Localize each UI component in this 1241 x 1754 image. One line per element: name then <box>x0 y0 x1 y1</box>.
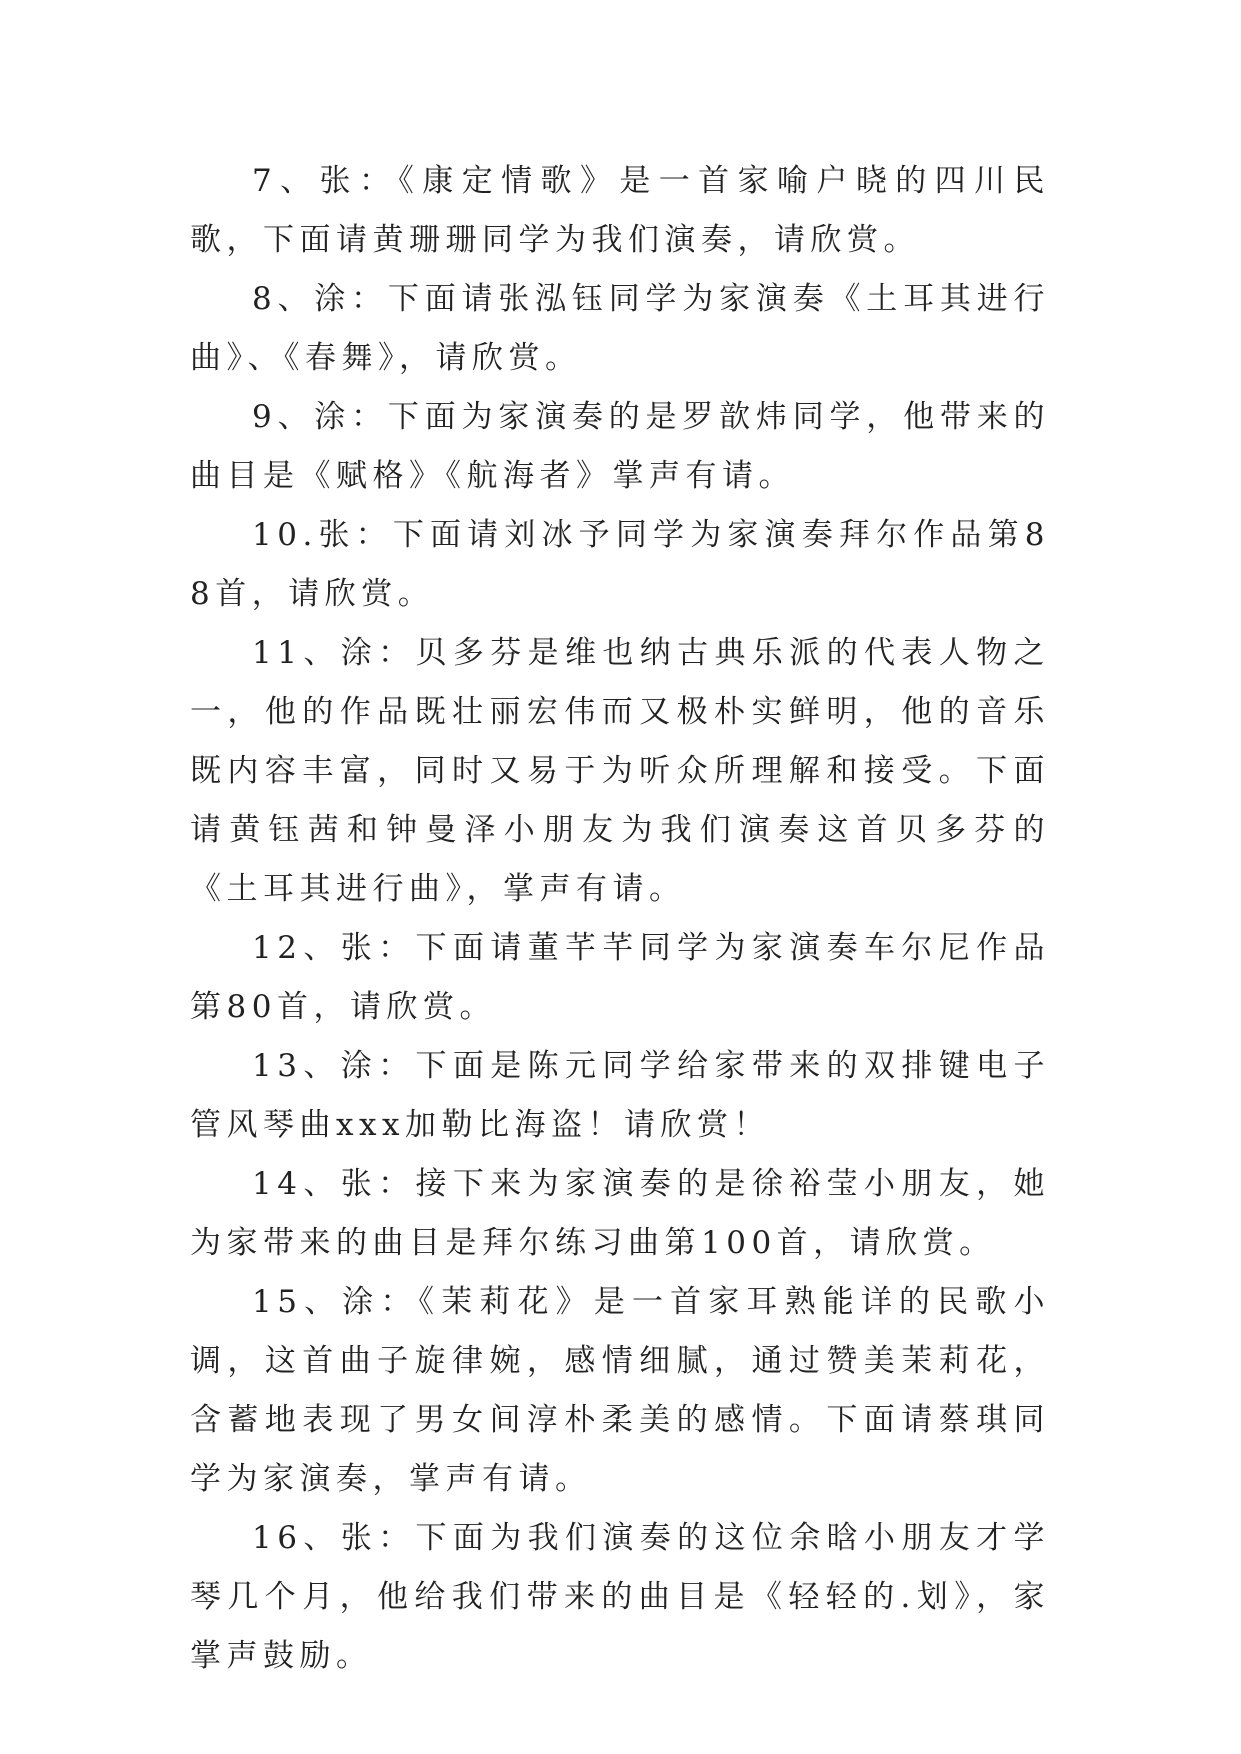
paragraph-9: 9、涂：下面为家演奏的是罗歆炜同学，他带来的曲目是《赋格》《航海者》掌声有请。 <box>190 399 1050 494</box>
paragraph-11: 11、涂：贝多芬是维也纳古典乐派的代表人物之一，他的作品既壮丽宏伟而又极朴实鲜明，他的音乐既内容丰富，同时又易于为听众所理解和接受。下面请黄钰茜和钟曼泽小朋友为我们演奏这首贝多芬的《土耳其进行曲》，掌声有请。 <box>190 635 1050 907</box>
paragraph-16: 16、张：下面为我们演奏的这位余晗小朋友才学琴几个月，他给我们带来的曲目是《轻轻的.划》，家掌声鼓励。 <box>190 1520 1050 1674</box>
paragraph-14: 14、张：接下来为家演奏的是徐裕莹小朋友，她为家带来的曲目是拜尔练习曲第100首，请欣赏。 <box>190 1166 1050 1261</box>
paragraph-10: 10.张：下面请刘冰予同学为家演奏拜尔作品第88首，请欣赏。 <box>190 517 1050 612</box>
paragraph-13: 13、涂：下面是陈元同学给家带来的双排键电子管风琴曲xxx加勒比海盗！请欣赏！ <box>190 1048 1050 1143</box>
document-body <box>190 152 1050 1686</box>
paragraph-12: 12、张：下面请董芊芊同学为家演奏车尔尼作品第80首，请欣赏。 <box>190 930 1050 1025</box>
paragraph-8: 8、涂：下面请张泓钰同学为家演奏《土耳其进行曲》、《春舞》，请欣赏。 <box>190 281 1050 376</box>
paragraph-15: 15、涂：《茉莉花》是一首家耳熟能详的民歌小调，这首曲子旋律婉，感情细腻，通过赞美茉莉花，含蓄地表现了男女间淳朴柔美的感情。下面请蔡琪同学为家演奏，掌声有请。 <box>190 1284 1050 1497</box>
paragraph-7: 7、张：《康定情歌》是一首家喻户晓的四川民歌，下面请黄珊珊同学为我们演奏，请欣赏。 <box>190 163 1050 258</box>
